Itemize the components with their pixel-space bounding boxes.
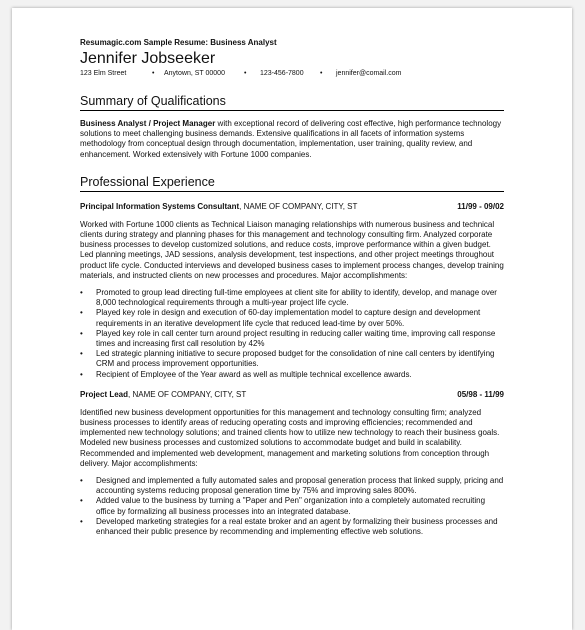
bullet-icon: •	[80, 516, 83, 526]
list-item: • Added value to the business by turning a "Paper and Pen" organization into a completely automated recruiting office by formalizing all business processes into an integrated database.	[80, 496, 486, 516]
job-description: Identified new business development opportunities for this management and technology consulting firm; analyzed business processes to identify areas of reducing operating costs and improving efficiencies; recommended and implemented new technology solutions; and trained clients how to utilize new technology to reach their business goals. Modeled new business processes and customized solutions to accommodate budget and build in scalability. Recommended and implemented web development, management and marketing solutions from conception through delivery. Major accomplishments:	[80, 407, 500, 468]
job-company: , NAME OF COMPANY, CITY, ST	[128, 389, 247, 399]
bullet-icon: •	[80, 369, 83, 379]
bullet-icon: •	[80, 308, 83, 318]
contact-line	[80, 69, 504, 79]
job-position: Project Lead	[80, 389, 129, 399]
bullet-icon: •	[80, 496, 83, 506]
job-dates: 05/98 - 11/99	[457, 389, 504, 399]
summary-paragraph	[80, 119, 504, 160]
job-description: Worked with Fortune 1000 clients as Technical Liaison managing relationships with numerous business and technical clients during strategy and planning phases for this management and technology consulting firm. Analyzed corporate business processes to develop customized solutions, and reduce costs, improve performance within a given budget. Led planning meetings, JAD sessions, analysis development, test inspections, and other project meetings throughout product life cycle. Conducted interviews and developed business cases to implement process changes, develop training materials, and instructed clients on new processes and procedures. Major accomplishments:	[80, 219, 504, 280]
contact-separator: •	[152, 70, 155, 77]
list-item: • Led strategic planning initiative to secure proposed budget for the consolidation of nine call centers by identifying CRM and process improvement opportunities.	[80, 349, 495, 369]
job-header	[80, 202, 504, 212]
contact-phone: 123-456-7800	[260, 70, 304, 77]
resume-content	[80, 37, 504, 537]
job-header	[80, 390, 504, 400]
contact-separator: •	[320, 70, 323, 77]
list-item: • Developed marketing strategies for a real estate broker and an agent by formalizing their business processes and enhanced their public presence by recommending and implementing effective web solutions.	[80, 516, 498, 537]
list-item: • Recipient of Employee of the Year award as well as multiple technical excellence awards.	[80, 369, 412, 379]
bullet-icon: •	[80, 288, 83, 298]
job-dates: 11/99 - 09/02	[457, 201, 504, 211]
summary-heading: Summary of Qualifications	[80, 93, 504, 111]
bullet-icon: •	[80, 328, 83, 338]
contact-separator: •	[244, 70, 247, 77]
bullet-icon: •	[80, 349, 83, 359]
list-item: • Promoted to group lead directing full-time employees at client site for ability to identify, develop, and manage over 8,000 technological requirements through a multi-year project life cycle.	[80, 288, 497, 308]
candidate-name: Jennifer Jobseeker	[80, 50, 216, 67]
resume-source-line: Resumagic.com Sample Resume: Business Analyst	[80, 38, 277, 47]
bullet-icon: •	[80, 476, 83, 486]
list-item: • Designed and implemented a fully automated sales and proposal generation process that linked supply, pricing and accounting systems reducing proposal generation time by 75% and improving sales 800%.	[80, 476, 504, 496]
job-accomplishments	[80, 476, 504, 537]
job-company: , NAME OF COMPANY, CITY, ST	[239, 201, 358, 211]
job-position: Principal Information Systems Consultant	[80, 201, 240, 211]
list-item: • Played key role in design and execution of 60-day implementation model to capture design and development requirements in an iterative development life cycle that reduced lead-time by over 50%.	[80, 308, 481, 328]
summary-text: with exceptional record of delivering cost effective, high performance technology solutions to meet challenging business demands. Extensive qualifications in all facets of information systems methodology from conceptual design through documentation, implementation, user training, quality review, and enhancement. Worked extensively with Fortune 1000 companies.	[80, 119, 502, 159]
job-accomplishments	[80, 288, 504, 380]
contact-city: Anytown, ST 00000	[164, 70, 225, 77]
experience-heading: Professional Experience	[80, 174, 504, 192]
contact-street: 123 Elm Street	[80, 70, 127, 77]
resume-page	[12, 8, 572, 630]
list-item: • Played key role in call center turn around project resulting in reducing caller waiting time, improving call response times and increasing first call resolution by 42%	[80, 328, 496, 349]
summary-lead: Business Analyst / Project Manager	[80, 119, 216, 128]
contact-email: jennifer@comail.com	[336, 70, 402, 77]
